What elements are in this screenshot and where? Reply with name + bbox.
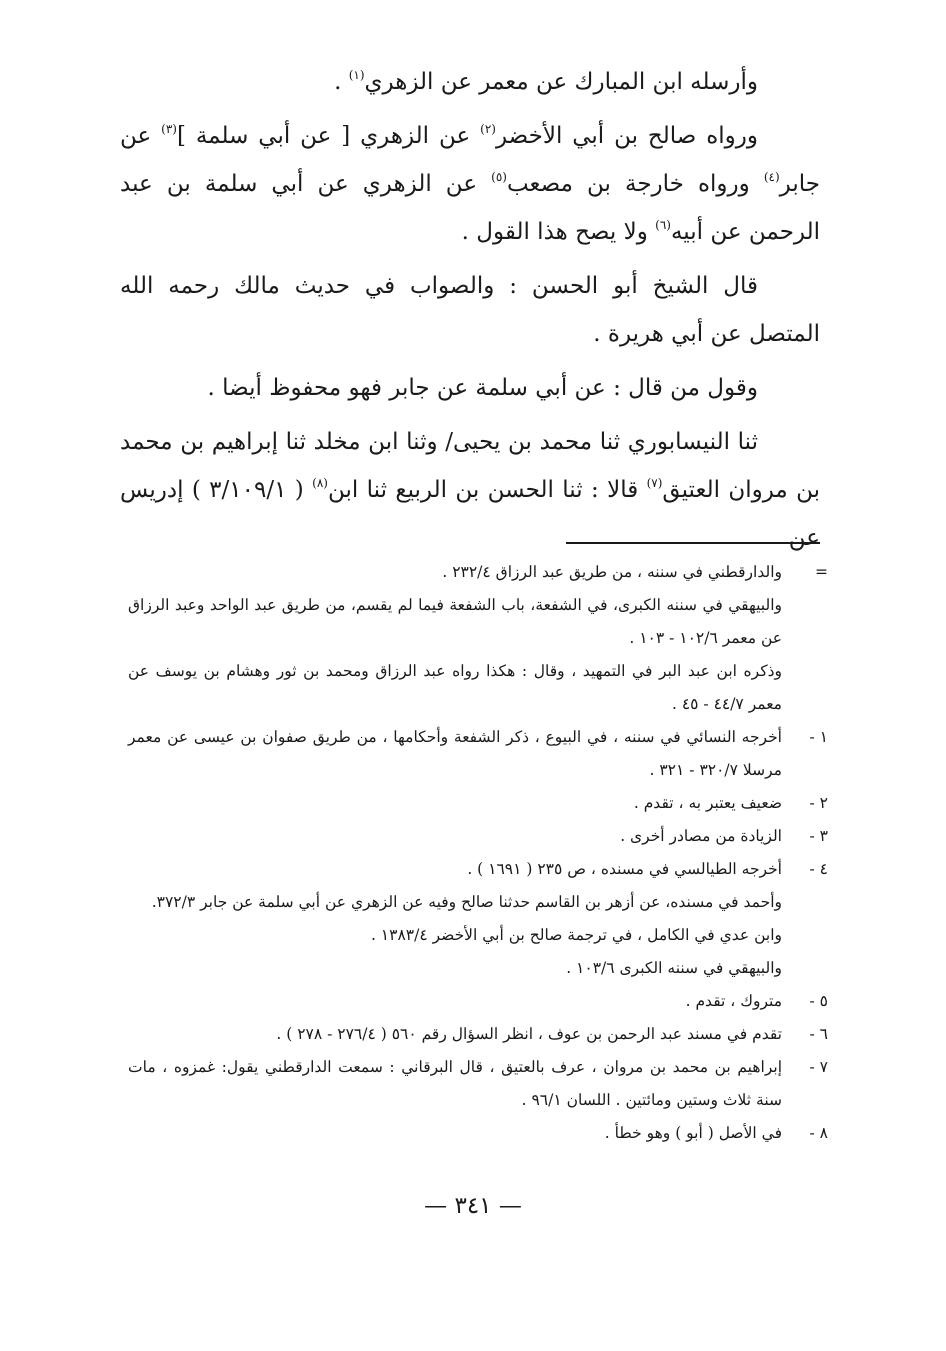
paragraph-2-text-b: عن الزهري [ عن أبي سلمة ] — [176, 123, 481, 149]
footnote-ref-7: (٧) — [646, 476, 663, 490]
footnote-4-continuation — [128, 919, 828, 952]
footnote-number: ٧ - — [809, 1058, 828, 1076]
paragraph-2 — [120, 112, 820, 256]
paragraph-2-text-a: ورواه صالح بن أبي الأخضر — [495, 123, 758, 149]
paragraph-1-text: وأرسله ابن المبارك عن معمر عن الزهري — [364, 69, 758, 95]
footnote-text: ضعيف يعتبر به ، تقدم . — [633, 794, 782, 812]
footnote-number: ٥ - — [809, 992, 828, 1010]
main-text — [120, 58, 820, 568]
paragraph-5-text-a: ثنا النيسابوري ثنا محمد بن يحيى/ وثنا ابن مخلد ثنا إبراهيم بن محمد بن مروان العتيق — [120, 429, 820, 503]
footnote-continuation — [128, 589, 828, 655]
paragraph-5-text-c: ( ٣/١٠٩/١ ) إدريس عن — [120, 477, 820, 551]
footnote-4-continuation — [128, 952, 828, 985]
footnote-ref-8: (٨) — [312, 476, 328, 490]
footnote-text: والبيهقي في سننه الكبرى ١٠٣/٦ . — [566, 959, 782, 977]
footnote-ref-3: (٣) — [161, 122, 177, 136]
footnote-ref-6: (٦) — [655, 218, 671, 232]
footnote-8 — [128, 1117, 828, 1150]
footnote-ref-1: (١) — [348, 68, 365, 82]
footnote-text: وأحمد في مسنده، عن أزهر بن القاسم حدثنا صالح وفيه عن الزهري عن أبي سلمة عن جابر ٣٧٢/٣. — [151, 893, 782, 911]
paragraph-2-text-c: عن جابر — [120, 123, 820, 197]
page-number: — ٣٤١ — — [424, 1193, 522, 1219]
footnote-ref-4: (٤) — [763, 170, 780, 184]
footnote-ref-5: (٥) — [491, 170, 507, 184]
footnote-number: ٨ - — [809, 1124, 828, 1142]
footnote-text: أخرجه الطيالسي في مسنده ، ص ٢٣٥ ( ١٦٩١ ) . — [467, 860, 782, 878]
footnote-number: ٦ - — [809, 1025, 828, 1043]
paragraph-1-end: . — [334, 69, 349, 95]
footnote-text: في الأصل ( أبو ) وهو خطأ . — [604, 1124, 782, 1142]
footnote-text: إبراهيم بن محمد بن مروان ، عرف بالعتيق ، قال البرقاني : سمعت الدارقطني يقول: غمزوه ، مات سنة ثلاث وستين ومائتين . اللسان ٩٦/١ . — [128, 1058, 782, 1109]
footnote-7 — [128, 1051, 828, 1117]
footnote-continuation — [128, 556, 828, 589]
paragraph-2-text-e: عن الزهري عن أبي سلمة بن عبد الرحمن عن أبيه — [120, 171, 820, 245]
footnote-text: وذكره ابن عبد البر في التمهيد ، وقال : هكذا رواه عبد الرزاق ومحمد بن ثور وهشام بن يوسف عن معمر ٤٤/٧ - ٤٥ . — [128, 662, 782, 713]
footnote-text: والبيهقي في سننه الكبرى، في الشفعة، باب الشفعة فيما لم يقسم، من طريق عبد الواحد وعبد الرزاق عن معمر ١٠٢/٦ - ١٠٣ . — [128, 596, 782, 647]
footnote-marker: = — [815, 563, 828, 581]
footnote-text: تقدم في مسند عبد الرحمن بن عوف ، انظر السؤال رقم ٥٦٠ ( ٢٧٦/٤ - ٢٧٨ ) . — [276, 1025, 782, 1043]
footnote-text: الزيادة من مصادر أخرى . — [620, 827, 782, 845]
footnote-text: والدارقطني في سننه ، من طريق عبد الرزاق ٢٣٢/٤ . — [442, 563, 782, 581]
footnote-number: ٣ - — [809, 827, 828, 845]
footnote-continuation — [128, 655, 828, 721]
paragraph-5 — [120, 418, 820, 562]
footnote-6 — [128, 1018, 828, 1051]
footnote-4-continuation — [128, 886, 828, 919]
footnote-number: ٤ - — [809, 860, 828, 878]
paragraph-3: قال الشيخ أبو الحسن : والصواب في حديث مالك رحمه الله المتصل عن أبي هريرة . — [120, 273, 820, 347]
paragraph-2-text-f: ولا يصح هذا القول . — [461, 219, 656, 245]
paragraph-1 — [120, 58, 820, 106]
footnote-text: وابن عدي في الكامل ، في ترجمة صالح بن أبي الأخضر ١٣٨٣/٤ . — [370, 926, 782, 944]
footnote-4 — [128, 853, 828, 886]
footnote-text: أخرجه النسائي في سننه ، في البيوع ، ذكر الشفعة وأحكامها ، من طريق صفوان بن عيسى عن معمر مرسلا ٣٢٠/٧ - ٣٢١ . — [128, 728, 782, 779]
footnote-separator — [566, 542, 820, 544]
footnote-text: متروك ، تقدم . — [685, 992, 782, 1010]
footnotes — [128, 556, 828, 1150]
footnote-1 — [128, 721, 828, 787]
footnote-number: ١ - — [809, 728, 828, 746]
paragraph-5-text-b: قالا : ثنا الحسن بن الربيع ثنا ابن — [327, 477, 647, 503]
footnote-5 — [128, 985, 828, 1018]
footnote-3 — [128, 820, 828, 853]
paragraph-2-text-d: ورواه خارجة بن مصعب — [506, 171, 764, 197]
paragraph-4: وقول من قال : عن أبي سلمة عن جابر فهو محفوظ أيضا . — [207, 375, 758, 401]
footnote-ref-2: (٢) — [480, 122, 496, 136]
footnote-number: ٢ - — [809, 794, 828, 812]
footnote-2 — [128, 787, 828, 820]
